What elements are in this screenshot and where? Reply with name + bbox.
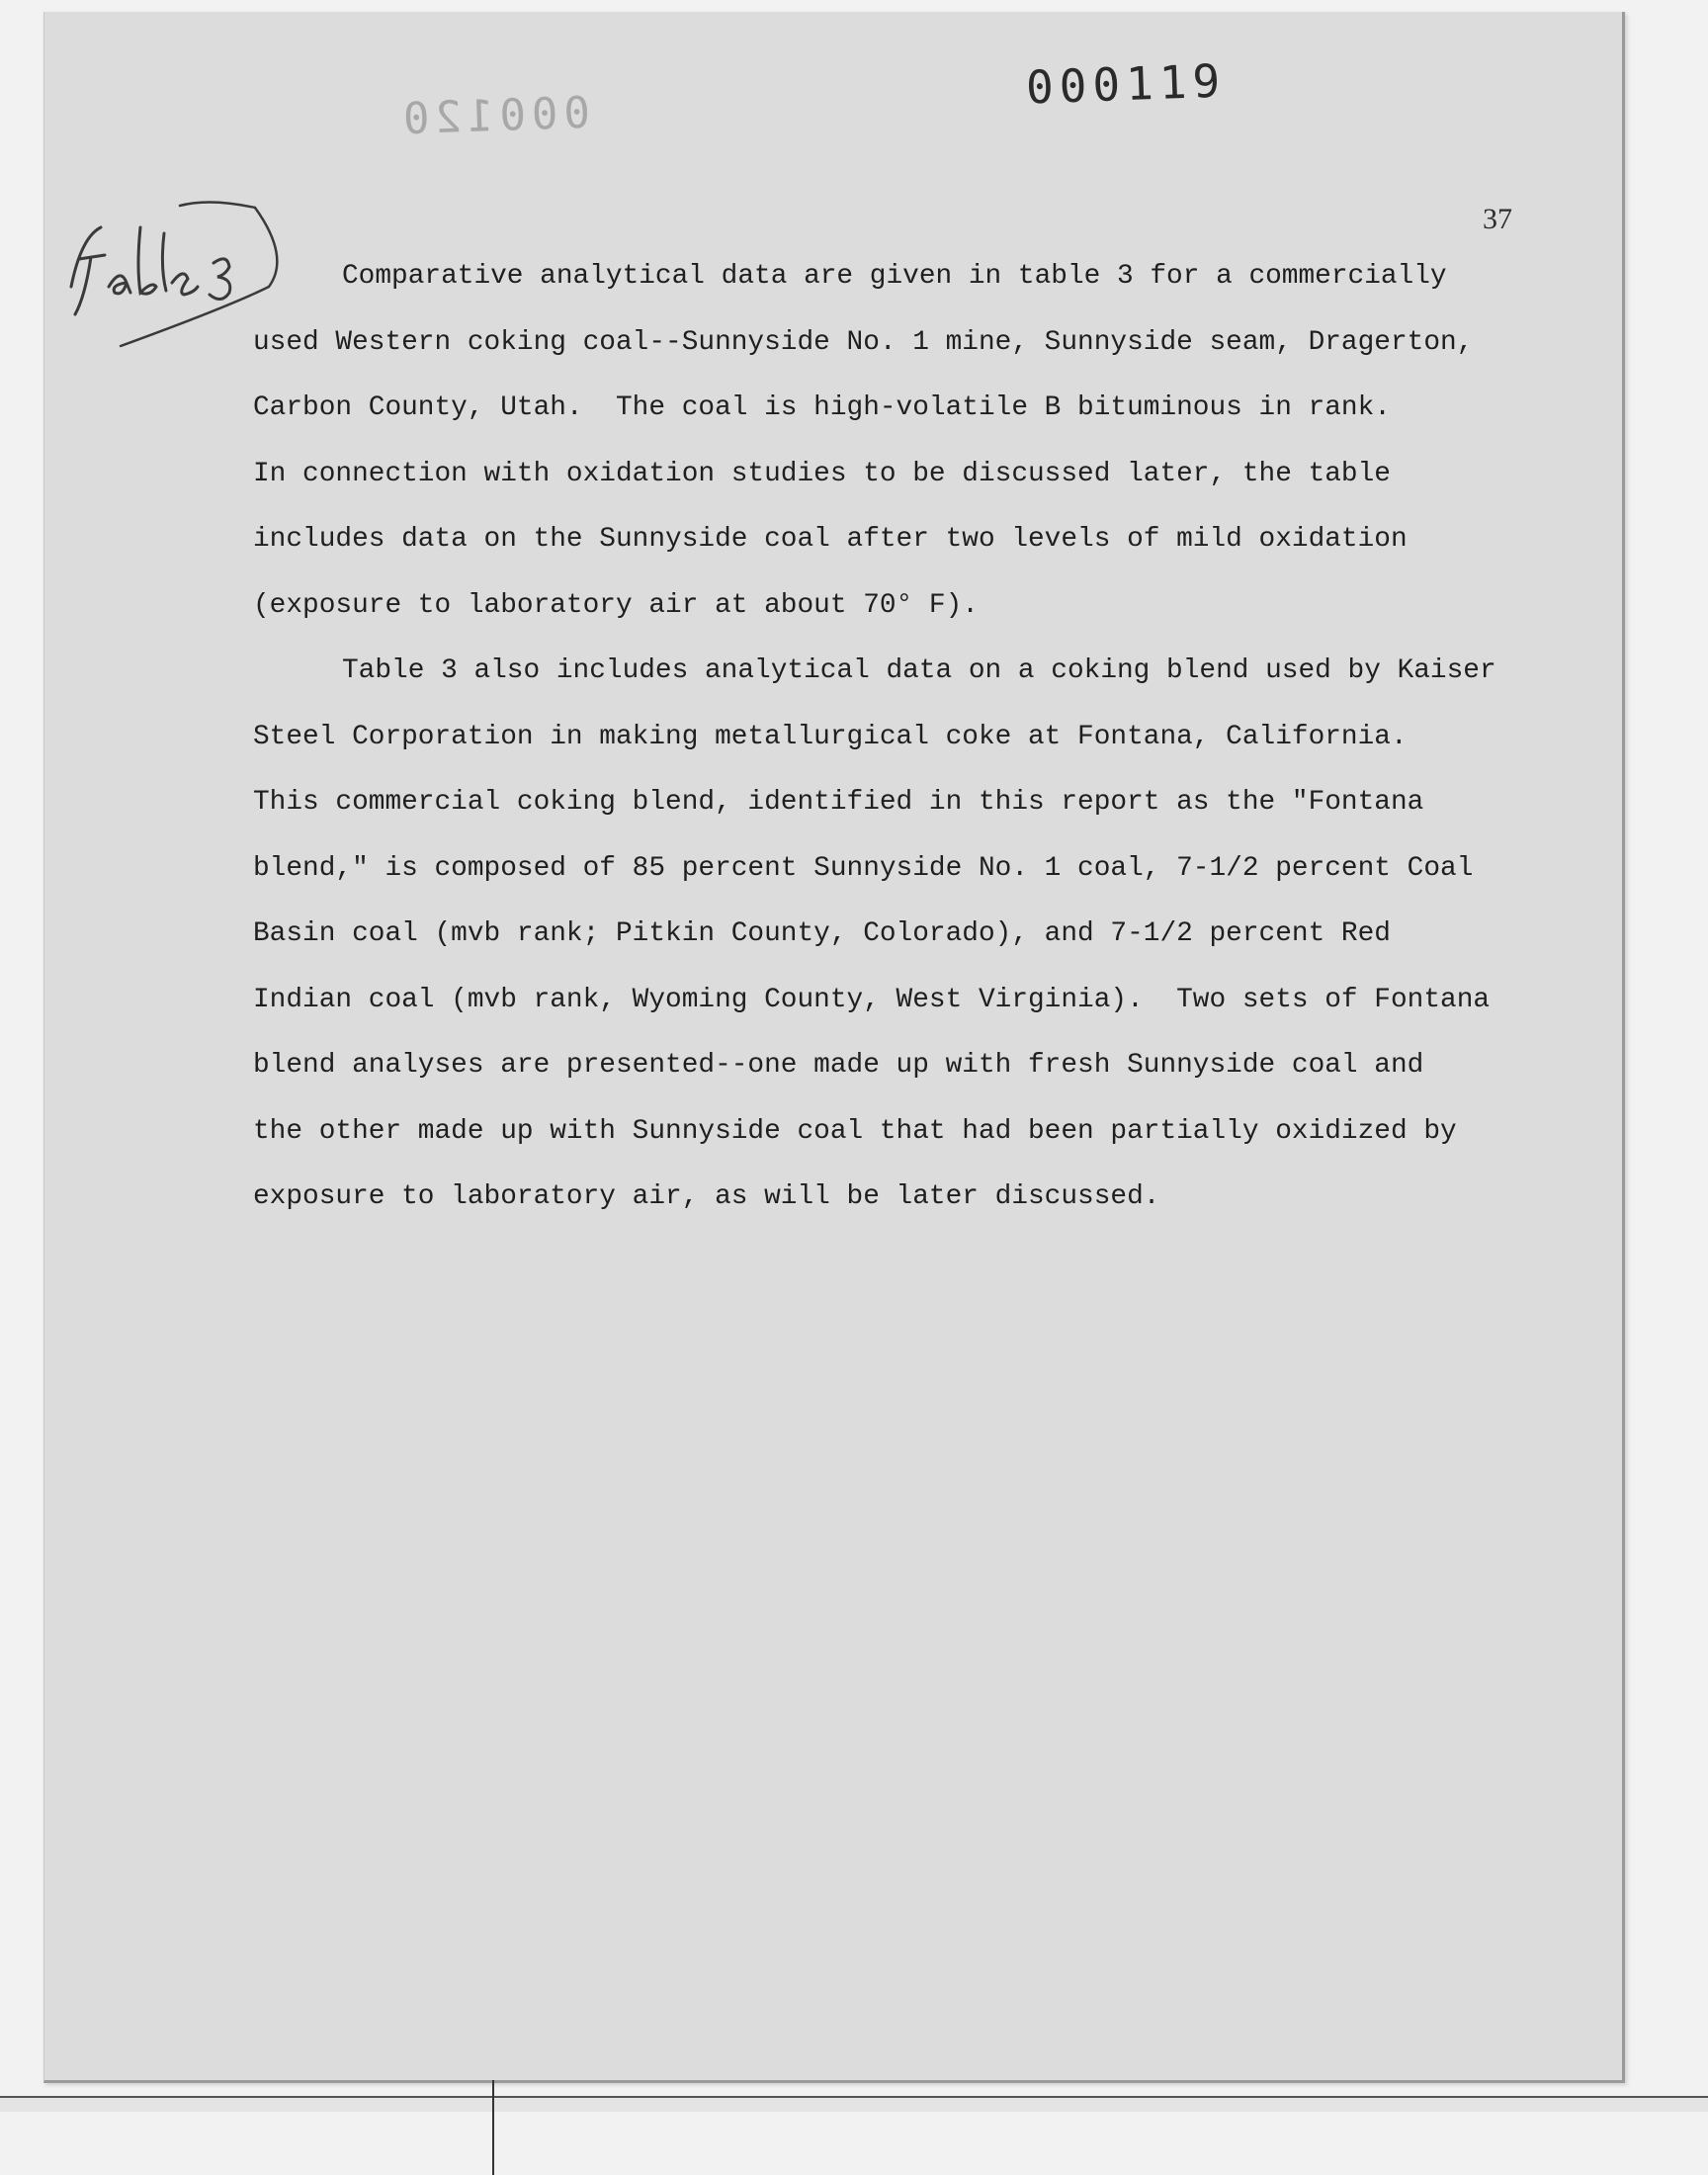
text-line: used Western coking coal--Sunnyside No. 1 mine, Sunnyside seam, Dragerton, xyxy=(253,326,1474,358)
text-line: In connection with oxidation studies to be discussed later, the table xyxy=(253,458,1391,489)
text-line: blend analyses are presented--one made up with fresh Sunnyside coal and xyxy=(253,1050,1424,1081)
text-line: the other made up with Sunnyside coal that had been partially oxidized by xyxy=(253,1115,1457,1147)
page-number: 37 xyxy=(1483,203,1512,235)
text-line: Steel Corporation in making metallurgical coke at Fontana, California. xyxy=(253,721,1408,752)
text-line: (exposure to laboratory air at about 70° F). xyxy=(253,589,979,621)
text-line: This commercial coking blend, identified in this report as the "Fontana xyxy=(253,787,1424,818)
stamp-number: 000119 xyxy=(1025,53,1228,115)
text-line: Carbon County, Utah. The coal is high-volatile B bituminous in rank. xyxy=(253,392,1391,423)
text-line: Basin coal (mvb rank; Pitkin County, Colorado), and 7-1/2 percent Red xyxy=(253,918,1391,949)
paragraph-1 xyxy=(253,244,1528,639)
ghost-stamp-number: 000120 xyxy=(396,87,591,145)
text-line: exposure to laboratory air, as will be later discussed. xyxy=(253,1181,1160,1212)
scanner-edge-mark xyxy=(492,2080,494,2175)
body-text xyxy=(253,244,1528,1231)
paragraph-2 xyxy=(253,639,1528,1231)
text-line: includes data on the Sunnyside coal after two levels of mild oxidation xyxy=(253,524,1408,555)
text-line: Table 3 also includes analytical data on a coking blend used by Kaiser xyxy=(342,655,1496,686)
text-line: Comparative analytical data are given in table 3 for a commercially xyxy=(342,261,1447,292)
scanner-bottom-edge xyxy=(0,2096,1708,2112)
text-line: Indian coal (mvb rank, Wyoming County, West Virginia). Two sets of Fontana xyxy=(253,984,1491,1015)
text-line: blend," is composed of 85 percent Sunnyside No. 1 coal, 7-1/2 percent Coal xyxy=(253,852,1474,884)
